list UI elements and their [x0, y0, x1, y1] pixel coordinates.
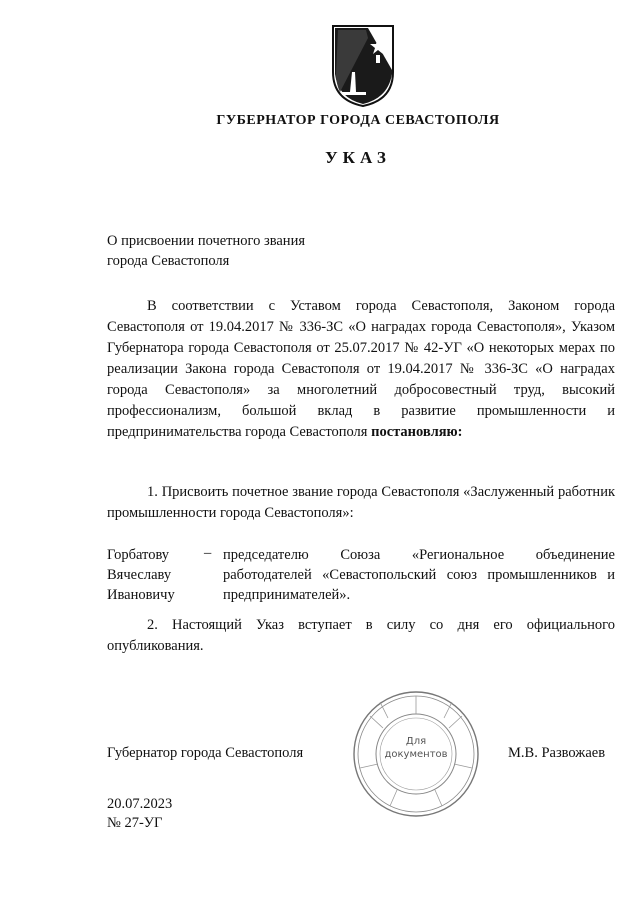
- decree-number: № 27-УГ: [107, 815, 163, 831]
- awardee-patronymic: Ивановичу: [107, 587, 175, 603]
- stamp-center-text: [380, 735, 452, 761]
- stamp-line-2: документов: [384, 749, 448, 760]
- awardee-position: председателю Союза «Региональное объединение работодателей «Севастопольский союз промышленников и предпринимателей».: [223, 547, 615, 603]
- signatory-title: Губернатор города Севастополя: [107, 745, 304, 761]
- preamble-paragraph: [107, 296, 615, 443]
- subject-line-1: О присвоении почетного звания: [107, 233, 305, 249]
- item-2-paragraph: 2. Настоящий Указ вступает в силу со дня его официального опубликования.: [107, 617, 615, 654]
- stamp-line-1: Для: [405, 736, 427, 747]
- preamble-text: В соответствии с Уставом города Севастополя, Законом города Севастополя от 19.04.2017 № 336-ЗС «О наградах города Севастополя», Указом Губернатора города Севастополя от 25.07.2017 № 42-УГ «О некоторых мерах по реализации Закона города Севастополя от 19.04.2017 № 336-ЗС «О наградах города Севастополя» за многолетний добросовестный труд, высокий профессионализм, большой вклад в развитие промышленности и предпринимательства города Севастополя: [107, 298, 615, 440]
- subject-line-2: города Севастополя: [107, 253, 230, 269]
- decree-date-block: [107, 795, 172, 833]
- awardee-dash: –: [204, 545, 212, 561]
- awardee-surname: Горбатову: [107, 547, 170, 563]
- awardee-first-name: Вячеславу: [107, 567, 172, 583]
- issuing-authority: ГУБЕРНАТОР ГОРОДА СЕВАСТОПОЛЯ: [216, 113, 500, 128]
- signatory-name: М.В. Развожаев: [508, 745, 606, 761]
- preamble-keyword: постановляю:: [371, 424, 463, 440]
- item-1-paragraph: 1. Присвоить почетное звание города Севастополя «Заслуженный работник промышленности города Севастополя»:: [107, 484, 615, 521]
- document-type: УКАЗ: [325, 148, 391, 167]
- sevastopol-coat-of-arms-icon: [328, 22, 398, 108]
- decree-subject: [107, 231, 305, 271]
- awardee-name: [107, 545, 197, 605]
- decree-date: 20.07.2023: [107, 796, 173, 812]
